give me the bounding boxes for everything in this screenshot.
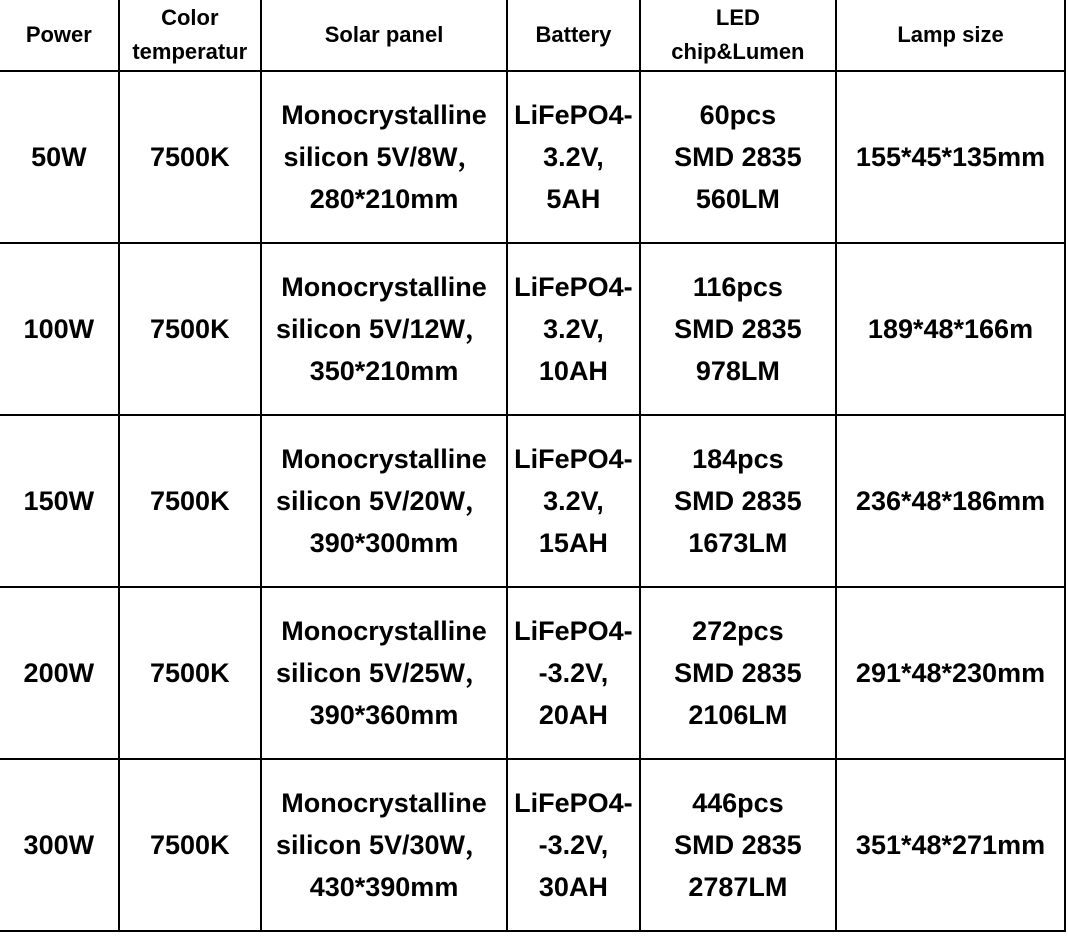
led-line: 272pcs — [692, 616, 784, 646]
color-temp-cell: 7500K — [119, 759, 261, 931]
led-line: 978LM — [695, 356, 780, 386]
led-line: 184pcs — [692, 444, 784, 474]
battery-line: 10AH — [538, 356, 608, 386]
lamp-size-cell: 291*48*230mm — [836, 587, 1065, 759]
header-color-line-2: temperatur — [132, 39, 248, 64]
battery-cell — [507, 243, 640, 415]
solar-line: silicon 5V/30W， — [275, 830, 493, 860]
led-cell — [640, 587, 836, 759]
header-battery — [507, 0, 640, 71]
table-row — [0, 759, 1065, 931]
led-line: SMD 2835 — [674, 314, 802, 344]
led-cell — [640, 243, 836, 415]
solar-panel-cell — [261, 759, 507, 931]
led-line: 1673LM — [688, 528, 788, 558]
header-battery-line: Battery — [535, 22, 612, 47]
power-cell: 150W — [0, 415, 119, 587]
led-cell — [640, 71, 836, 243]
header-size-line: Lamp size — [897, 22, 1004, 47]
header-led-line-2: chip&Lumen — [671, 39, 805, 64]
power-cell: 100W — [0, 243, 119, 415]
battery-line: 20AH — [538, 700, 608, 730]
battery-cell — [507, 587, 640, 759]
battery-line: LiFePO4- — [514, 272, 633, 302]
solar-line: 390*300mm — [309, 528, 459, 558]
header-led-chip-lumen — [640, 0, 836, 71]
led-cell — [640, 415, 836, 587]
header-color-line-1: Color — [161, 5, 219, 30]
led-line: 60pcs — [699, 100, 777, 130]
led-line: 560LM — [695, 184, 780, 214]
lamp-size-cell: 189*48*166m — [836, 243, 1065, 415]
solar-panel-cell — [261, 243, 507, 415]
table-row — [0, 243, 1065, 415]
led-line: SMD 2835 — [674, 658, 802, 688]
battery-line: 3.2V, — [543, 142, 604, 172]
led-line: 2106LM — [688, 700, 788, 730]
solar-line: Monocrystalline — [281, 788, 487, 818]
solar-line: 280*210mm — [309, 184, 459, 214]
battery-line: 3.2V, — [543, 486, 604, 516]
header-solar-line: Solar panel — [324, 22, 444, 47]
solar-line: Monocrystalline — [281, 272, 487, 302]
power-cell: 200W — [0, 587, 119, 759]
battery-line: 30AH — [538, 872, 608, 902]
header-color-temperature — [119, 0, 261, 71]
lamp-size-cell: 155*45*135mm — [836, 71, 1065, 243]
solar-panel-cell — [261, 415, 507, 587]
solar-line: silicon 5V/8W， — [283, 142, 485, 172]
led-cell — [640, 759, 836, 931]
battery-cell — [507, 71, 640, 243]
solar-panel-cell — [261, 71, 507, 243]
header-power-line: Power — [25, 22, 92, 47]
battery-line: LiFePO4- — [514, 444, 633, 474]
color-temp-cell: 7500K — [119, 71, 261, 243]
led-line: 116pcs — [692, 272, 783, 302]
solar-line: silicon 5V/25W， — [275, 658, 493, 688]
battery-line: LiFePO4- — [514, 100, 633, 130]
battery-line: LiFePO4- — [514, 788, 633, 818]
lamp-size-cell: 236*48*186mm — [836, 415, 1065, 587]
battery-line: 5AH — [546, 184, 601, 214]
header-power — [0, 0, 119, 71]
header-lamp-size — [836, 0, 1065, 71]
solar-line: Monocrystalline — [281, 100, 487, 130]
table-row — [0, 587, 1065, 759]
color-temp-cell: 7500K — [119, 587, 261, 759]
led-line: 446pcs — [692, 788, 784, 818]
solar-line: Monocrystalline — [281, 444, 487, 474]
solar-panel-cell — [261, 587, 507, 759]
power-cell: 300W — [0, 759, 119, 931]
battery-line: 3.2V, — [543, 314, 604, 344]
header-solar-panel — [261, 0, 507, 71]
solar-line: 430*390mm — [309, 872, 459, 902]
battery-cell — [507, 759, 640, 931]
table-row — [0, 415, 1065, 587]
header-led-line-1: LED — [715, 5, 760, 30]
header-row — [0, 0, 1065, 71]
solar-line: 390*360mm — [309, 700, 459, 730]
power-cell: 50W — [0, 71, 119, 243]
battery-line: -3.2V, — [538, 658, 609, 688]
battery-cell — [507, 415, 640, 587]
color-temp-cell: 7500K — [119, 415, 261, 587]
battery-line: 15AH — [538, 528, 608, 558]
color-temp-cell: 7500K — [119, 243, 261, 415]
battery-line: -3.2V, — [538, 830, 609, 860]
led-line: 2787LM — [688, 872, 788, 902]
led-line: SMD 2835 — [674, 142, 802, 172]
solar-line: silicon 5V/20W， — [275, 486, 493, 516]
solar-line: silicon 5V/12W， — [275, 314, 493, 344]
solar-line: Monocrystalline — [281, 616, 487, 646]
lamp-size-cell: 351*48*271mm — [836, 759, 1065, 931]
table-row — [0, 71, 1065, 243]
solar-line: 350*210mm — [309, 356, 459, 386]
led-line: SMD 2835 — [674, 486, 802, 516]
led-line: SMD 2835 — [674, 830, 802, 860]
battery-line: LiFePO4- — [514, 616, 633, 646]
